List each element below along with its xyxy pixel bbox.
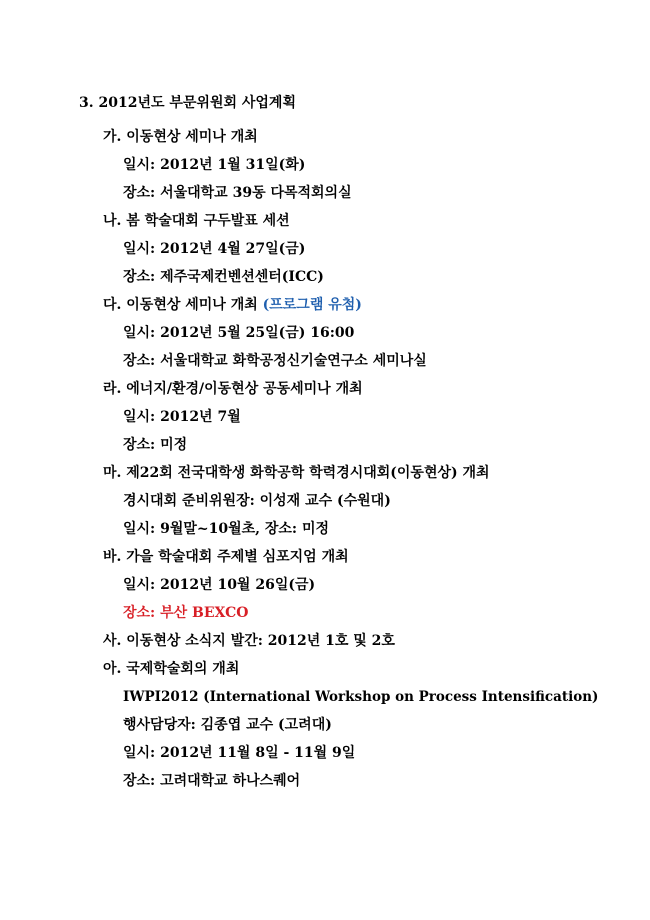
item-ga-venue: 장소: 서울대학교 39동 다목적회의실 xyxy=(123,185,352,201)
item-a-event-name: IWPI2012 (International Workshop on Process Intensification) xyxy=(123,689,599,705)
item-ra-date: 일시: 2012년 7월 xyxy=(123,409,241,425)
item-ma-chair: 경시대회 준비위원장: 이성재 교수 (수원대) xyxy=(123,493,391,509)
item-da-label: 다. 이동현상 세미나 개최 xyxy=(103,297,263,313)
item-na-date: 일시: 2012년 4월 27일(금) xyxy=(123,241,306,257)
item-ma-label: 마. 제22회 전국대학생 화학공학 학력경시대회(이동현상) 개최 xyxy=(103,465,490,481)
item-ma-date-venue: 일시: 9월말~10월초, 장소: 미정 xyxy=(123,521,330,537)
item-ra-venue: 장소: 미정 xyxy=(123,437,188,453)
item-a-date: 일시: 2012년 11월 8일 - 11월 9일 xyxy=(123,745,356,761)
item-da-date: 일시: 2012년 5월 25일(금) 16:00 xyxy=(123,325,355,341)
item-da-venue: 장소: 서울대학교 화학공정신기술연구소 세미나실 xyxy=(123,353,427,369)
item-a-venue: 장소: 고려대학교 하나스퀘어 xyxy=(123,773,301,789)
item-na-label: 나. 봄 학술대회 구두발표 세션 xyxy=(103,213,290,229)
item-ba-label: 바. 가을 학술대회 주제별 심포지엄 개최 xyxy=(103,549,349,565)
item-ra-label: 라. 에너지/환경/이동현상 공동세미나 개최 xyxy=(103,381,363,397)
item-ba-date: 일시: 2012년 10월 26일(금) xyxy=(123,577,316,593)
section-title: 3. 2012년도 부문위원회 사업계획 xyxy=(79,95,296,111)
item-a-organizer: 행사담당자: 김종엽 교수 (고려대) xyxy=(123,717,332,733)
item-ga-label: 가. 이동현상 세미나 개최 xyxy=(103,129,258,145)
item-a-label: 아. 국제학술회의 개최 xyxy=(103,661,240,677)
item-da-label-row xyxy=(103,296,362,314)
item-sa-label: 사. 이동현상 소식지 발간: 2012년 1호 및 2호 xyxy=(103,633,395,649)
program-attachment-link[interactable]: (프로그램 유첨) xyxy=(262,297,362,313)
item-ba-venue: 장소: 부산 BEXCO xyxy=(123,605,249,621)
item-ga-date: 일시: 2012년 1월 31일(화) xyxy=(123,157,306,173)
item-na-venue: 장소: 제주국제컨벤션센터(ICC) xyxy=(123,269,324,285)
